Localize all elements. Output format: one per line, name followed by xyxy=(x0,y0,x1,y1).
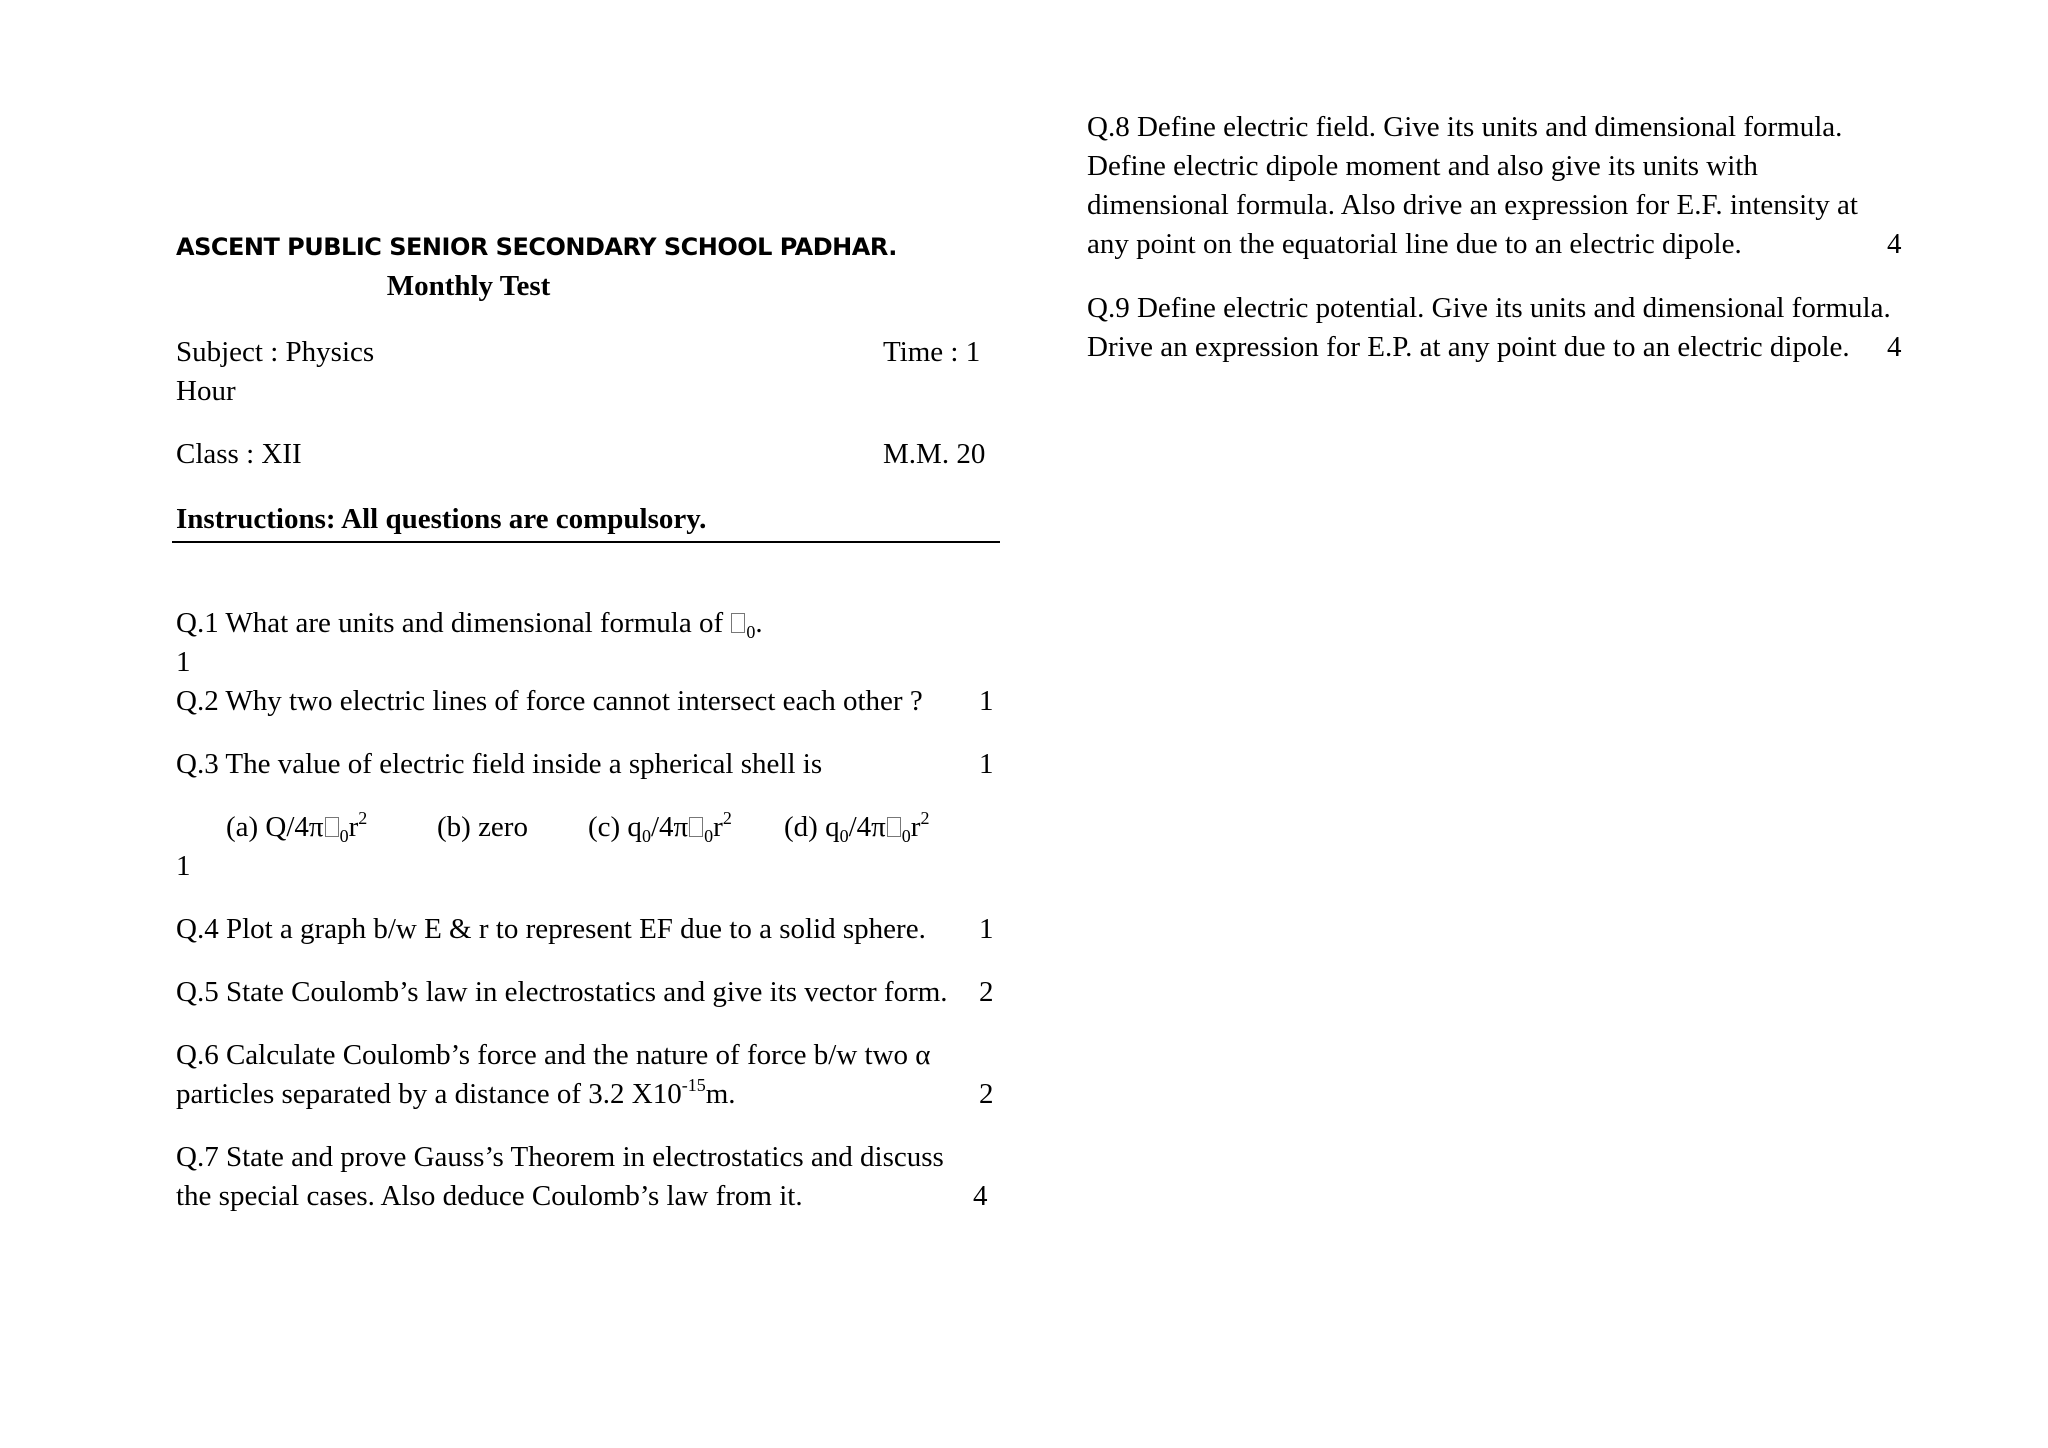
option-a-sup: 2 xyxy=(358,808,368,828)
option-d-sub1: 0 xyxy=(839,826,849,846)
option-c-r: r xyxy=(713,811,723,843)
question-2-text: Q.2 Why two electric lines of force cannot intersect each other ? xyxy=(176,685,923,717)
option-c-sup: 2 xyxy=(722,808,732,828)
header-divider xyxy=(172,541,1000,543)
class-label: Class : XII xyxy=(176,438,302,470)
time-label: Time : 1 xyxy=(883,336,981,368)
question-3-marks: 1 xyxy=(979,748,994,780)
option-d-sub2: 0 xyxy=(901,826,911,846)
question-4-marks: 1 xyxy=(979,913,994,945)
instructions: Instructions: All questions are compulsory. xyxy=(176,503,707,535)
question-3-text: Q.3 The value of electric field inside a spherical shell is xyxy=(176,748,823,780)
option-a-text: (a) Q/4π xyxy=(226,811,324,843)
time-continuation: Hour xyxy=(176,375,236,407)
question-7-line-1: Q.7 State and prove Gauss’s Theorem in electrostatics and discuss xyxy=(176,1141,944,1173)
question-8-marks: 4 xyxy=(1887,228,1902,260)
question-6-unit: m. xyxy=(705,1078,736,1110)
missing-glyph-icon xyxy=(689,817,703,837)
test-title: Monthly Test xyxy=(386,270,551,302)
question-7-line-2: the special cases. Also deduce Coulomb’s law from it. xyxy=(176,1180,803,1212)
school-name: ASCENT PUBLIC SENIOR SECONDARY SCHOOL PADHAR. xyxy=(176,233,897,261)
option-c-sub1: 0 xyxy=(641,826,651,846)
max-marks-label: M.M. 20 xyxy=(883,438,986,470)
option-d-mid: /4π xyxy=(848,811,886,843)
option-d-text: (d) q xyxy=(784,811,840,843)
option-a-r: r xyxy=(348,811,359,843)
option-c xyxy=(588,808,732,847)
question-9-line-2: Drive an expression for E.P. at any point due to an electric dipole. xyxy=(1087,331,1850,363)
question-8-line-3: dimensional formula. Also drive an expression for E.F. intensity at xyxy=(1087,189,1858,221)
question-9-marks: 4 xyxy=(1887,331,1902,363)
question-1-marks: 1 xyxy=(176,646,191,678)
question-3-options-marks: 1 xyxy=(176,850,191,882)
question-6-exponent: -15 xyxy=(681,1075,706,1095)
question-1-subscript: 0 xyxy=(746,622,756,642)
option-c-mid: /4π xyxy=(650,811,689,843)
question-1-period: . xyxy=(755,607,763,639)
missing-glyph-icon xyxy=(731,613,745,633)
missing-glyph-icon xyxy=(325,817,339,837)
question-1-text: Q.1 What are units and dimensional formula of xyxy=(176,607,731,639)
question-6-marks: 2 xyxy=(979,1078,994,1110)
option-c-sub2: 0 xyxy=(704,826,714,846)
question-4-text: Q.4 Plot a graph b/w E & r to represent EF due to a solid sphere. xyxy=(176,913,926,945)
option-d-sup: 2 xyxy=(920,808,930,828)
question-5-text: Q.5 State Coulomb’s law in electrostatics and give its vector form. xyxy=(176,976,948,1008)
question-6-line-2-text: particles separated by a distance of 3.2 X10 xyxy=(176,1078,682,1110)
question-6-line-1: Q.6 Calculate Coulomb’s force and the nature of force b/w two α xyxy=(176,1039,931,1071)
question-8-line-2: Define electric dipole moment and also give its units with xyxy=(1087,150,1758,182)
option-c-text: (c) q xyxy=(588,811,642,843)
subject-label: Subject : Physics xyxy=(176,336,375,368)
option-d-r: r xyxy=(910,811,921,843)
question-6-line-2 xyxy=(176,1075,736,1114)
option-a xyxy=(226,808,367,847)
question-9-line-1: Q.9 Define electric potential. Give its units and dimensional formula. xyxy=(1087,292,1891,324)
question-8-line-1: Q.8 Define electric field. Give its units and dimensional formula. xyxy=(1087,111,1843,143)
option-b: (b) zero xyxy=(437,811,528,843)
option-d xyxy=(784,808,929,847)
question-8-line-4: any point on the equatorial line due to an electric dipole. xyxy=(1087,228,1742,260)
missing-glyph-icon xyxy=(887,817,901,837)
question-7-marks: 4 xyxy=(973,1180,988,1212)
question-1 xyxy=(176,604,763,643)
option-a-sub: 0 xyxy=(339,826,349,846)
question-2-marks: 1 xyxy=(979,685,994,717)
question-5-marks: 2 xyxy=(979,976,994,1008)
